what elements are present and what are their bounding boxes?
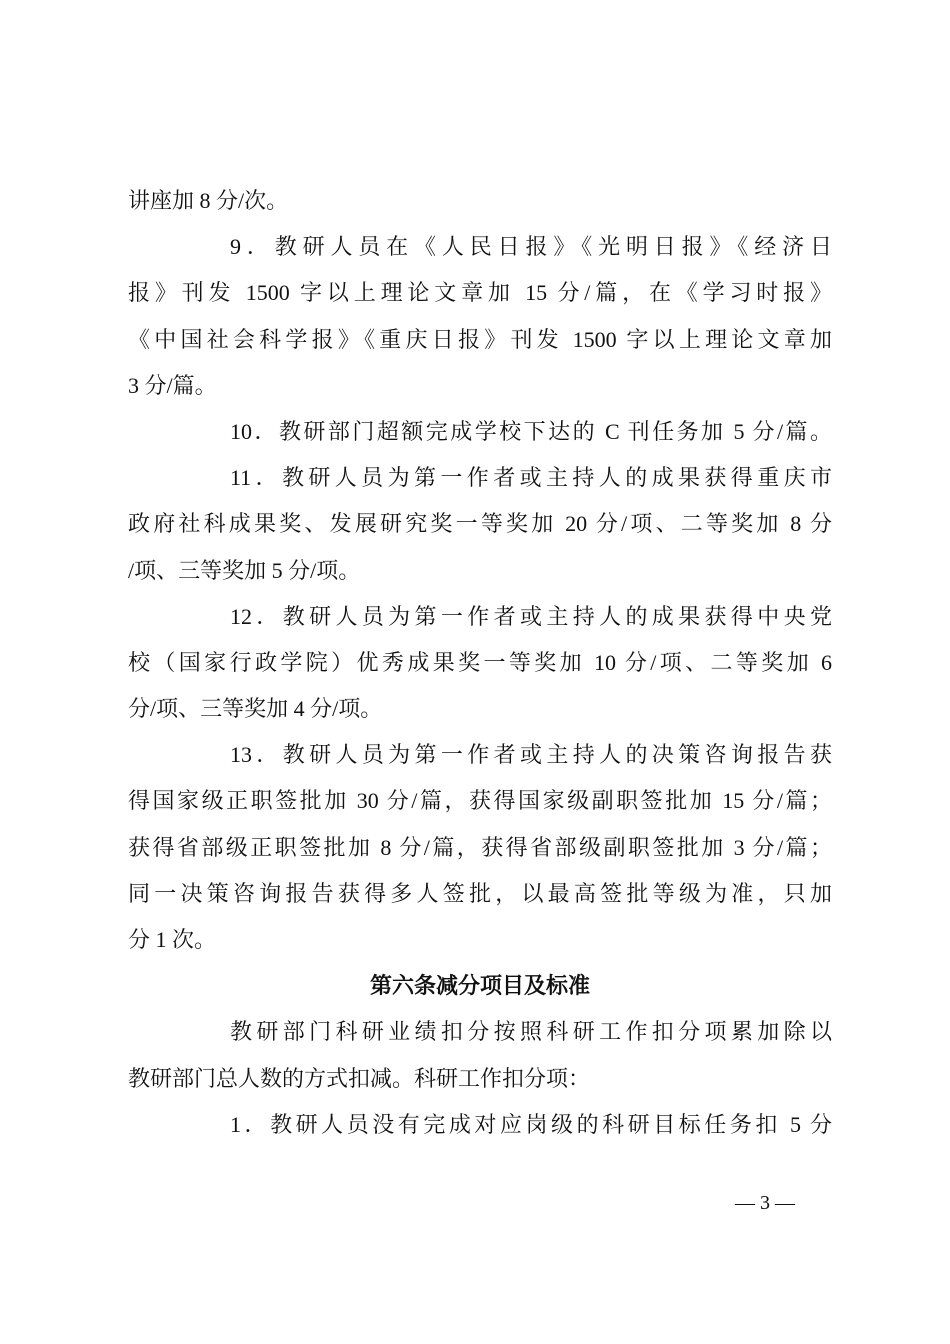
- text-line: 报》刊发 1500 字以上理论文章加 15 分/篇，在《学习时报》: [128, 280, 832, 306]
- paragraph: [128, 224, 832, 409]
- text-line: 《中国社会科学报》《重庆日报》刊发 1500 字以上理论文章加: [128, 326, 832, 352]
- paragraph: [128, 455, 832, 594]
- text-line: 1．教研人员没有完成对应岗级的科研目标任务扣 5 分: [230, 1111, 832, 1137]
- text-line: 政府社科成果奖、发展研究奖一等奖加 20 分/项、二等奖加 8 分: [128, 511, 832, 537]
- text-line: 讲座加 8 分/次。: [128, 188, 289, 213]
- text-line: 教研部门总人数的方式扣减。科研工作扣分项：: [128, 1065, 591, 1091]
- paragraph: [128, 594, 832, 733]
- text-line: 13．教研人员为第一作者或主持人的决策咨询报告获: [230, 742, 832, 768]
- section-heading: [128, 963, 832, 1009]
- text-line: 校（国家行政学院）优秀成果奖一等奖加 10 分/项、二等奖加 6: [128, 649, 832, 675]
- paragraph: [128, 1102, 832, 1148]
- text-line: 分/项、三等奖加 4 分/项。: [128, 696, 383, 722]
- text-line: 12．教研人员为第一作者或主持人的成果获得中央党: [230, 603, 832, 629]
- text-line: 得国家级正职签批加 30 分/篇，获得国家级副职签批加 15 分/篇；: [128, 788, 832, 814]
- text-line: 分 1 次。: [128, 927, 217, 952]
- text-line: 同一决策咨询报告获得多人签批，以最高签批等级为准，只加: [128, 880, 832, 906]
- text-line: 9．教研人员在《人民日报》《光明日报》《经济日: [230, 234, 832, 260]
- text-line: 11．教研人员为第一作者或主持人的成果获得重庆市: [230, 465, 832, 491]
- text-line: 10．教研部门超额完成学校下达的 C 刊任务加 5 分/篇。: [230, 418, 832, 444]
- page-number: — 3 —: [735, 1192, 795, 1214]
- paragraph: [128, 409, 832, 455]
- heading-text: 第六条减分项目及标准: [369, 973, 590, 999]
- paragraph: [128, 1009, 832, 1101]
- paragraph: [128, 732, 832, 963]
- text-line: 获得省部级正职签批加 8 分/篇，获得省部级副职签批加 3 分/篇；: [128, 834, 832, 860]
- document-body: [128, 178, 832, 1148]
- paragraph: [128, 178, 832, 224]
- text-line: 3 分/篇。: [128, 372, 217, 398]
- text-line: 教研部门科研业绩扣分按照科研工作扣分项累加除以: [230, 1019, 832, 1045]
- text-line: /项、三等奖加 5 分/项。: [128, 557, 361, 583]
